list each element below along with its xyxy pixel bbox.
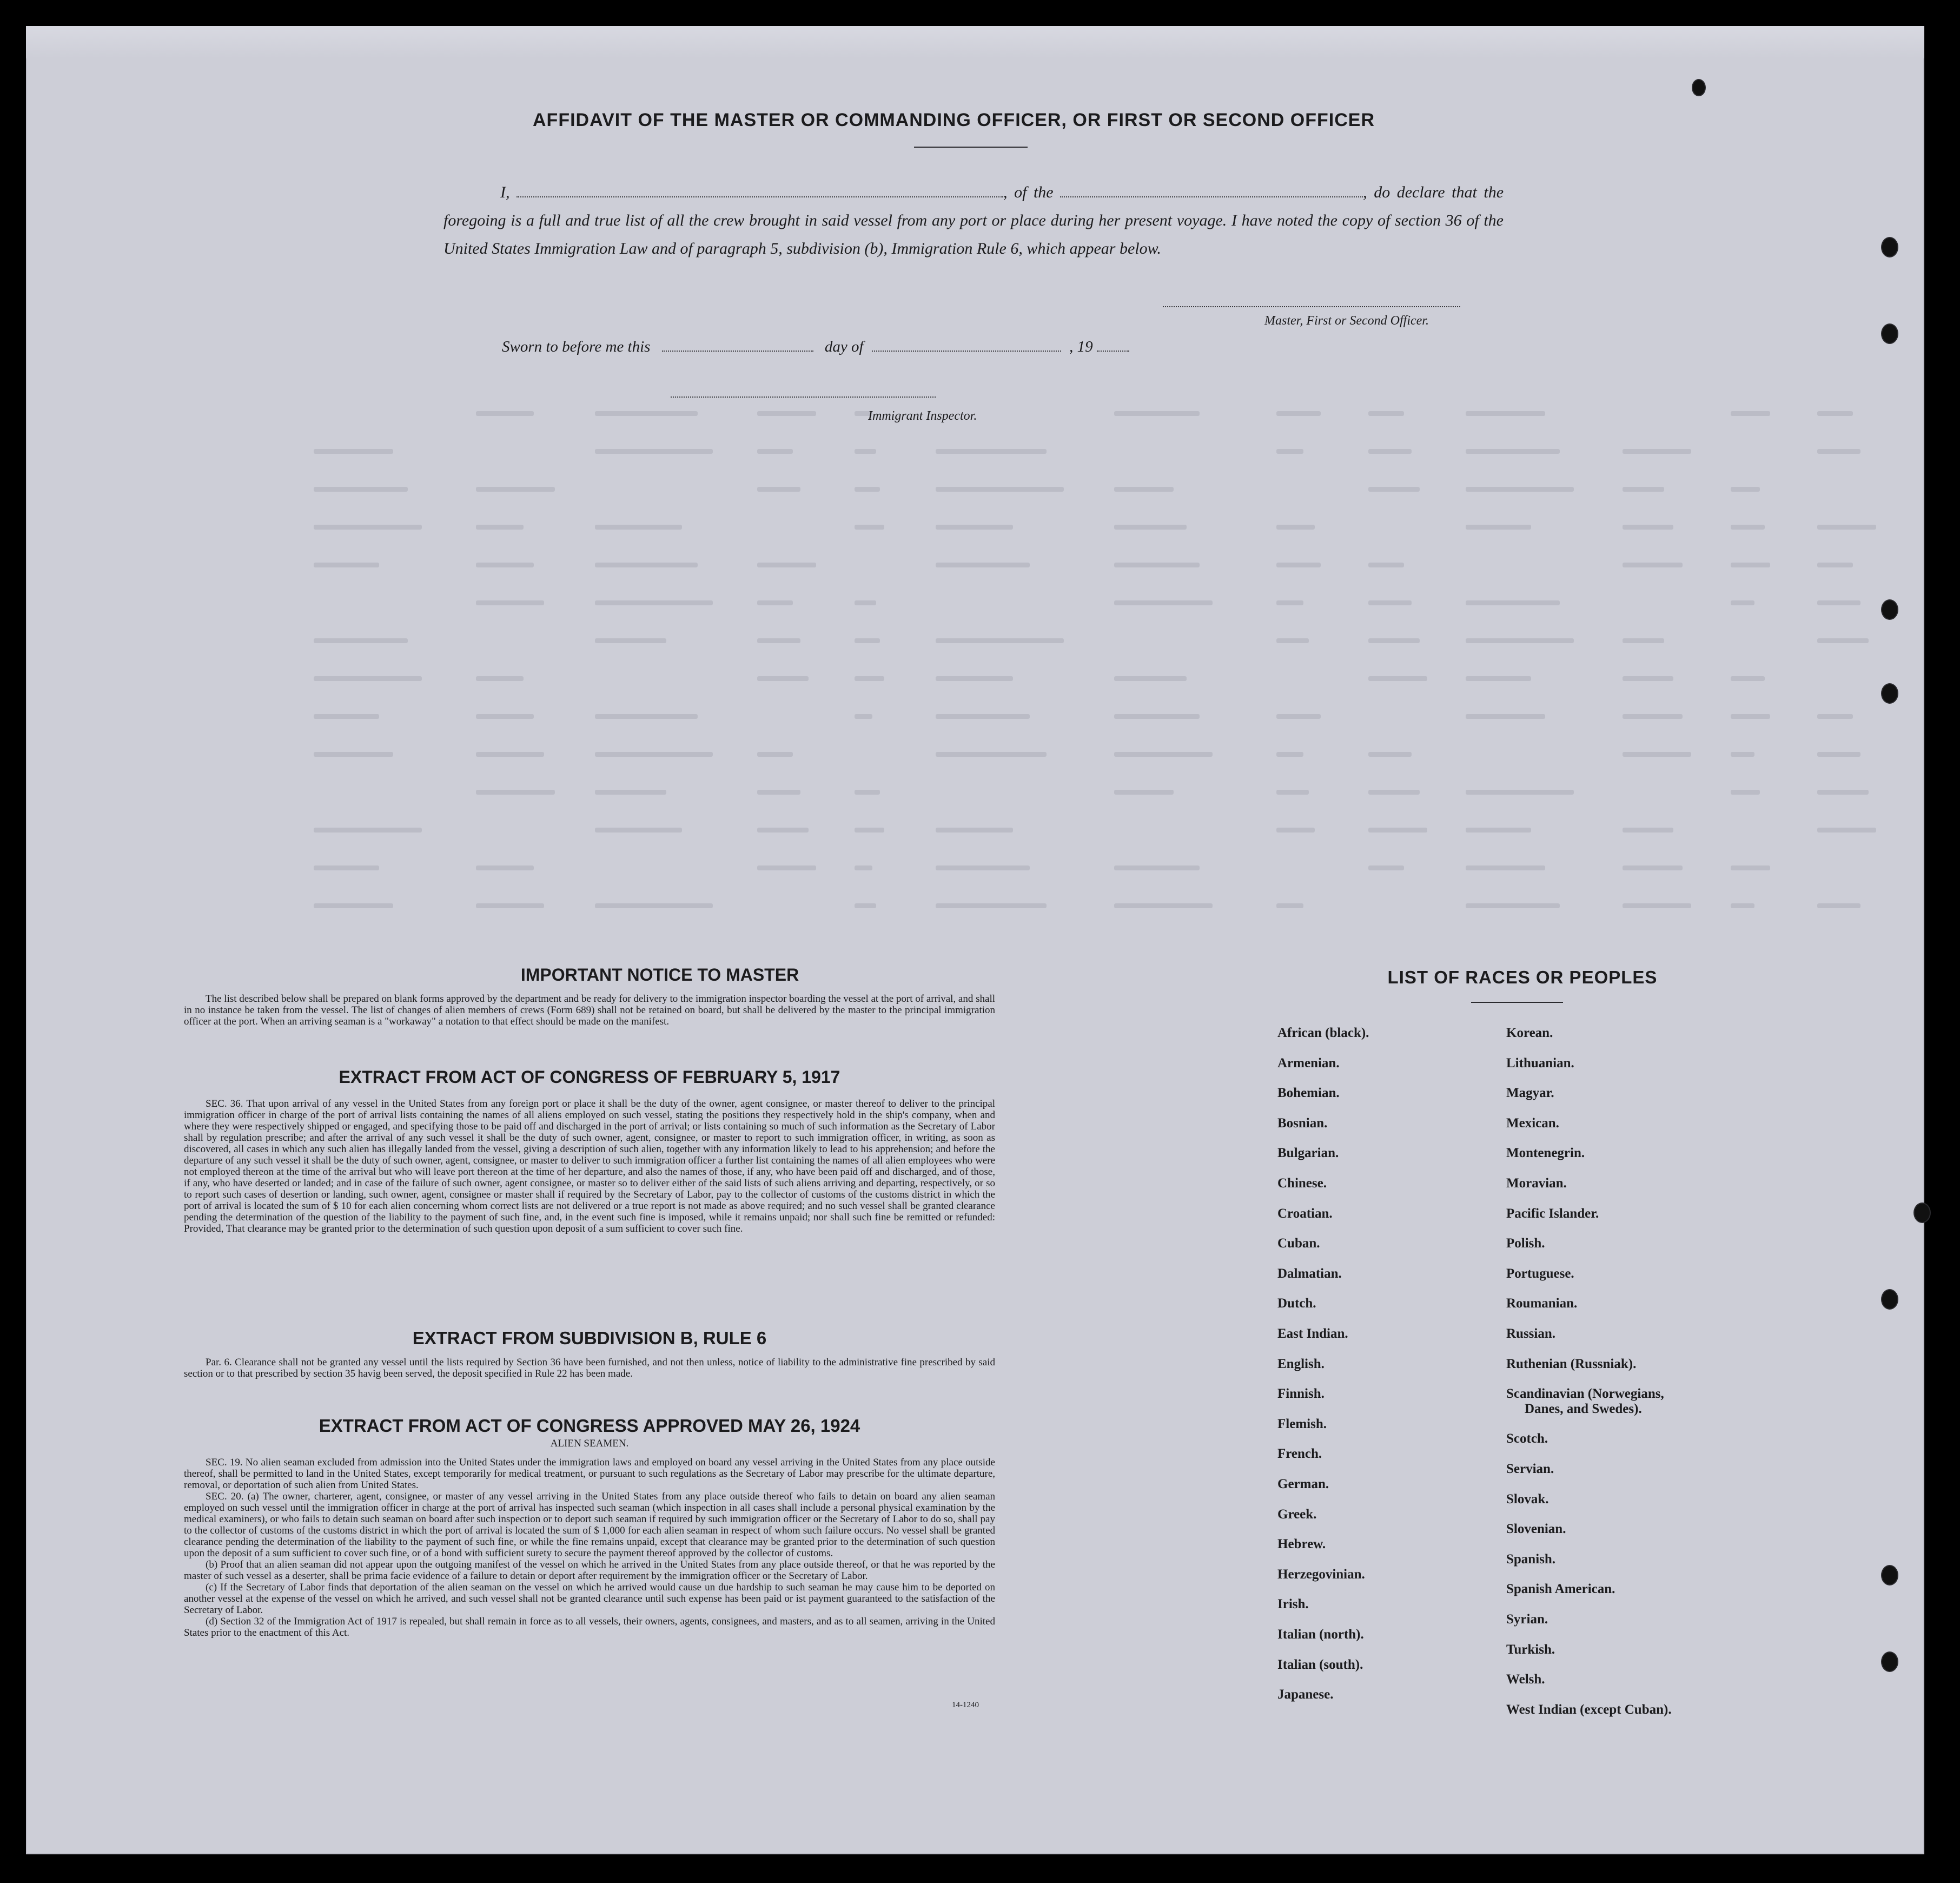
race-item: West Indian (except Cuban). [1506, 1702, 1672, 1717]
ghost-mark [936, 525, 1013, 530]
race-item: Servian. [1506, 1462, 1554, 1476]
ghost-mark [1817, 600, 1860, 605]
sheet-edge [26, 26, 1924, 58]
ghost-mark [595, 563, 698, 567]
ghost-mark [855, 903, 876, 908]
ghost-mark [1731, 676, 1765, 681]
ghost-mark [757, 752, 793, 757]
ghost-mark [595, 752, 713, 757]
ghost-mark [1623, 525, 1673, 530]
ghost-mark [1368, 449, 1412, 454]
ghost-mark [1276, 525, 1315, 530]
ghost-mark [595, 828, 682, 833]
sec-20c-paragraph: (c) If the Secretary of Labor finds that deportation of the alien seaman on the vessel on which he arrived would cause un due hardship to such seaman he may cause him to be deported on another vessel at the expense of the vessel on which he arrived, and such vessel shall not be granted clearance until such expense has been paid or ist payment guaranteed to the satisfaction of the Secretary of Labor. [184, 1582, 995, 1616]
ghost-mark [595, 790, 666, 795]
race-item: Russian. [1506, 1326, 1556, 1341]
ghost-mark [1114, 600, 1213, 605]
ghost-mark [1623, 638, 1664, 643]
ghost-mark [1817, 638, 1869, 643]
ghost-mark [1276, 903, 1303, 908]
ghost-mark [855, 714, 872, 719]
affidavit-declare: , do declare [1363, 183, 1445, 201]
race-item: Korean. [1506, 1026, 1553, 1040]
ghost-mark [757, 828, 809, 833]
ghost-mark [1466, 600, 1560, 605]
ghost-mark [476, 714, 534, 719]
affidavit-i: I, [500, 183, 510, 201]
race-item: Scotch. [1506, 1431, 1548, 1446]
ghost-mark [1817, 714, 1853, 719]
race-item: Slovak. [1506, 1491, 1549, 1507]
ghost-mark [476, 563, 534, 567]
affidavit-statement: that the foregoing is a full and true list of all the crew brought in said vessel from any port or place during her present voyage. I have noted the copy of section 36 of the United States Immigration Law and of paragraph 5, subdivision (b), Immigration Rule 6, which appear below. [443, 183, 1504, 257]
ghost-mark [855, 828, 884, 833]
ghost-mark [314, 828, 422, 833]
sworn-text: Sworn to before me this [502, 338, 651, 355]
ghost-mark [1368, 865, 1404, 870]
vessel-blank[interactable] [1060, 182, 1363, 197]
binder-hole [1915, 1204, 1930, 1222]
ghost-mark [1368, 563, 1404, 567]
ghost-mark [1466, 865, 1545, 870]
ghost-mark [314, 714, 379, 719]
ghost-row [314, 903, 1915, 907]
race-item: Chinese. [1277, 1176, 1327, 1191]
race-item: Montenegrin. [1506, 1146, 1585, 1161]
ghost-mark [1466, 411, 1545, 416]
ghost-mark [1623, 449, 1691, 454]
ghost-mark [1731, 563, 1770, 567]
race-item: Bohemian. [1277, 1086, 1340, 1101]
ghost-mark [1276, 714, 1321, 719]
sworn-day-of: day of [824, 338, 864, 355]
race-item: Ruthenian (Russniak). [1506, 1356, 1637, 1371]
ghost-mark [855, 790, 880, 795]
master-signature-line[interactable] [1163, 306, 1460, 307]
race-item: Lithuanian. [1506, 1055, 1574, 1071]
sec-20b-paragraph: (b) Proof that an alien seaman did not appear upon the outgoing manifest of the vessel on which he arrived in the United States from any place outside thereof, or that he was reported by the master of such vessel as a deserter, shall be prima facie evidence of a failure to detain or deport after requirement by the immigration officer or the Secretary of Labor. [184, 1559, 995, 1582]
binder-hole [1882, 1290, 1897, 1309]
ghost-mark [314, 865, 379, 870]
ghost-mark [936, 487, 1064, 492]
ghost-mark [314, 487, 408, 492]
ghost-mark [855, 676, 884, 681]
ghost-mark [1114, 676, 1187, 681]
ghost-mark [936, 903, 1047, 908]
ghost-mark [1623, 487, 1664, 492]
par-6-paragraph: Par. 6. Clearance shall not be granted any vessel until the lists required by Section 36 have been furnished, and not then unless, notice of liability to the administrative fine prescribed by said section or to that prescribed by section 35 havig been served, the deposit specified in Rule 22 has been made. [184, 1357, 995, 1379]
ghost-mark [855, 525, 884, 530]
race-item: Welsh. [1506, 1672, 1545, 1687]
ghost-mark [1276, 449, 1303, 454]
extract-1917-text [184, 1098, 995, 1234]
race-item: Japanese. [1277, 1687, 1334, 1702]
extract-1924-text [184, 1457, 995, 1638]
ghost-mark [757, 487, 800, 492]
binder-hole [1882, 1653, 1897, 1671]
race-item: Pacific Islander. [1506, 1206, 1599, 1221]
race-item: Finnish. [1277, 1386, 1325, 1402]
race-item: Bulgarian. [1277, 1146, 1339, 1161]
race-item: Italian (south). [1277, 1657, 1363, 1672]
race-item: Syrian. [1506, 1612, 1548, 1627]
ghost-mark [476, 790, 555, 795]
affidavit-title: AFFIDAVIT OF THE MASTER OR COMMANDING OFFICER, OR FIRST OR SECOND OFFICER [533, 110, 1375, 130]
race-item: German. [1277, 1477, 1329, 1491]
race-item: Irish. [1277, 1597, 1309, 1612]
ghost-mark [757, 638, 800, 643]
ghost-mark [1623, 865, 1683, 870]
race-item: Dalmatian. [1277, 1266, 1342, 1281]
inspector-signature-line[interactable] [671, 397, 936, 398]
ghost-row [314, 790, 1915, 793]
ghost-mark [1623, 828, 1673, 833]
ghost-mark [1114, 865, 1200, 870]
ghost-row [314, 638, 1915, 642]
race-item: Magyar. [1506, 1086, 1554, 1101]
ghost-mark [1114, 714, 1200, 719]
ghost-mark [595, 638, 666, 643]
ghost-mark [855, 638, 880, 643]
ghost-mark [1817, 411, 1853, 416]
ghost-mark [1276, 411, 1321, 416]
ghost-mark [1114, 903, 1213, 908]
race-item: Polish. [1506, 1236, 1545, 1251]
ghost-mark [314, 525, 422, 530]
ghost-row [314, 600, 1915, 604]
ghost-mark [476, 600, 544, 605]
ghost-mark [476, 411, 534, 416]
ghost-mark [314, 563, 379, 567]
race-item: Dutch. [1277, 1296, 1316, 1311]
ghost-mark [757, 563, 816, 567]
race-item: Croatian. [1277, 1206, 1333, 1221]
ghost-mark [936, 714, 1030, 719]
ghost-mark [757, 411, 816, 416]
ghost-mark [1731, 600, 1754, 605]
ghost-mark [314, 752, 393, 757]
race-item: Armenian. [1277, 1055, 1340, 1071]
ghost-mark [855, 449, 876, 454]
ghost-mark [855, 600, 876, 605]
race-item: English. [1277, 1356, 1325, 1371]
race-item: Italian (north). [1277, 1627, 1364, 1642]
ghost-mark [1114, 487, 1174, 492]
race-item: Herzegovinian. [1277, 1567, 1365, 1582]
race-item: French. [1277, 1446, 1322, 1462]
ghost-mark [855, 865, 872, 870]
sec-20d-paragraph: (d) Section 32 of the Immigration Act of 1917 is repealed, but shall remain in force as to all vessels, their owners, agents, consignees, and masters, and as to all seamen, arriving in the United States prior to the enactment of this Act. [184, 1616, 995, 1638]
ghost-row [314, 563, 1915, 566]
ghost-mark [1623, 676, 1673, 681]
sworn-day-blank[interactable] [662, 339, 813, 352]
race-item: Bosnian. [1277, 1115, 1328, 1131]
ghost-mark [1623, 752, 1691, 757]
ghost-mark [1368, 790, 1420, 795]
races-title-underline [1471, 1002, 1563, 1003]
race-item: Moravian. [1506, 1176, 1567, 1191]
extract-1924-title: EXTRACT FROM ACT OF CONGRESS APPROVED MAY 26, 1924 [319, 1416, 860, 1436]
ghost-row [314, 752, 1915, 755]
ghost-mark [1368, 828, 1427, 833]
ghost-mark [1276, 638, 1309, 643]
ghost-mark [1731, 714, 1770, 719]
sec-19-paragraph: SEC. 19. No alien seaman excluded from admission into the United States under the immigration laws and employed on board any vessel arriving in the United States from any place outside thereof, shall be permitted to land in the United States, except temporarily for medical treatment, or pursuant to such regulations as the Secretary of Labor may prescribe for the ultimate departure, removal, or deportation of such alien from United States. [184, 1457, 995, 1491]
races-title: LIST OF RACES OR PEOPLES [1387, 967, 1658, 987]
ghost-mark [1731, 487, 1760, 492]
race-item: African (black). [1277, 1026, 1369, 1040]
ghost-mark [1368, 411, 1404, 416]
binder-hole [1882, 238, 1897, 256]
ghost-mark [314, 638, 408, 643]
ghost-mark [1466, 714, 1545, 719]
ghost-mark [595, 600, 713, 605]
name-blank[interactable] [517, 182, 1003, 197]
ghost-mark [1731, 790, 1760, 795]
race-item: Roumanian. [1506, 1296, 1578, 1311]
ghost-mark [1817, 525, 1876, 530]
race-item: Portuguese. [1506, 1266, 1574, 1281]
ghost-mark [1817, 752, 1860, 757]
ghost-mark [1466, 638, 1574, 643]
ghost-mark [595, 449, 713, 454]
ghost-mark [1817, 828, 1876, 833]
ghost-mark [595, 525, 682, 530]
ghost-row [314, 411, 1915, 414]
ghost-mark [1817, 449, 1860, 454]
ghost-row [314, 487, 1915, 490]
ghost-mark [1368, 600, 1412, 605]
race-item: Cuban. [1277, 1236, 1320, 1251]
race-item: Flemish. [1277, 1416, 1327, 1431]
ghost-mark [936, 638, 1064, 643]
ghost-mark [1466, 828, 1531, 833]
race-item: Scandinavian (Norwegians, [1506, 1386, 1664, 1402]
ghost-mark [757, 790, 800, 795]
sworn-year: , 19 [1069, 338, 1093, 355]
ghost-mark [936, 752, 1047, 757]
ghost-mark [1114, 411, 1200, 416]
ghost-mark [757, 449, 793, 454]
notice-text [184, 993, 995, 1027]
ghost-mark [757, 600, 793, 605]
ghost-mark [1114, 525, 1187, 530]
bleed-through-table [314, 411, 1915, 941]
extract-1917-title: EXTRACT FROM ACT OF CONGRESS OF FEBRUARY 5, 1917 [339, 1067, 840, 1087]
ghost-mark [476, 752, 544, 757]
ghost-mark [1368, 638, 1420, 643]
ghost-mark [1276, 828, 1315, 833]
ghost-mark [1114, 563, 1200, 567]
race-item: Mexican. [1506, 1115, 1559, 1131]
affidavit-of-the: , of the [1003, 183, 1054, 201]
ghost-mark [1368, 752, 1412, 757]
ghost-mark [936, 563, 1030, 567]
ghost-mark [595, 903, 713, 908]
ghost-mark [595, 411, 698, 416]
section-36-paragraph: SEC. 36. That upon arrival of any vessel in the United States from any foreign port or place it shall be the duty of the owner, agent consignee, or master thereof to deliver to the principal immigration officer in charge of the port of arrival lists containing the names of all aliens employed on such vessel, stating the positions they respectively hold in the ship's company, when and where they were respectively shipped or engaged, and specifying those to be paid off and discharged in the port of arrival; or lists containing so much of such information as the Secretary of Labor shall by regulation prescribe; and after the arrival of any such vessel it shall be the duty of such owner, agent, consignee, or master to report to such immigration officer, in writing, as soon as discovered, all cases in which any such alien has illegally landed from the vessel, giving a description of such alien, together with any information likely to lead to his apprehension; and before the departure of any such vessel it shall be the duty of such owner, agent, consignee, or master to deliver to such immigration officer a further list containing the names of all alien employees who were not employed thereon at the time of the arrival but who will leave port thereon at the time of her departure, and also the names of those, if any, who have been paid off and discharged, and of those, if any, who have deserted or landed; and in case of the failure of such owner, agent consignee, or master so to deliver either of the said lists of such aliens arriving and departing, respectively, or so to report such cases of desertion or landing, such owner, agent, consignee or master shall if required by the Secretary of Labor, pay to the collector of customs of the customs district in which the port of arrival is located the sum of $ 10 for each alien concerning whom correct lists are not delivered or a true report is not made as above required; and no such vessel shall be granted clearance pending the determination of the question of the liability to the payment of such fine, and, in the event such fine is imposed, while it remains unpaid; nor shall such fine be remitted or refunded: Provided, That clearance may be granted prior to the determination of such question upon deposit of a sum sufficient to cover such fine. [184, 1098, 995, 1234]
ghost-mark [1368, 676, 1427, 681]
inspector-caption: Immigrant Inspector. [868, 409, 977, 423]
ghost-mark [1731, 752, 1754, 757]
ghost-mark [314, 676, 422, 681]
ghost-mark [1368, 487, 1420, 492]
ghost-row [314, 865, 1915, 869]
ghost-mark [1466, 525, 1531, 530]
title-underline [914, 147, 1028, 148]
ghost-row [314, 714, 1915, 717]
ghost-mark [1466, 790, 1574, 795]
ghost-mark [1276, 563, 1321, 567]
ghost-mark [1114, 790, 1174, 795]
sworn-year-blank[interactable] [1097, 339, 1129, 352]
race-item: Danes, and Swedes). [1525, 1401, 1642, 1416]
race-item: Spanish American. [1506, 1582, 1615, 1597]
race-item: Spanish. [1506, 1551, 1556, 1567]
race-item: Greek. [1277, 1507, 1317, 1522]
ghost-mark [1731, 903, 1754, 908]
ghost-mark [1114, 752, 1213, 757]
ghost-mark [476, 865, 534, 870]
form-number: 14-1240 [952, 1701, 979, 1709]
ghost-mark [757, 865, 816, 870]
ghost-row [314, 525, 1915, 528]
ghost-row [314, 676, 1915, 679]
affidavit-text [443, 179, 1504, 263]
sworn-month-blank[interactable] [872, 339, 1061, 352]
ghost-mark [1817, 790, 1869, 795]
ghost-mark [1466, 487, 1574, 492]
notice-title: IMPORTANT NOTICE TO MASTER [520, 965, 799, 985]
ghost-mark [1466, 449, 1560, 454]
ghost-mark [476, 676, 524, 681]
ghost-mark [936, 449, 1047, 454]
ghost-mark [1466, 903, 1560, 908]
ghost-mark [476, 903, 544, 908]
sec-20a-paragraph: SEC. 20. (a) The owner, charterer, agent, consignee, or master of any vessel arriving in the United States from any place outside thereof who fails to detain on board any alien seaman employed on such vessel until the immigration officer in charge at the port of arrival has inspected such seaman (which inspection in all cases shall include a personal physical examination by the medical examiners), or who fails to detain such seaman on board after such inspection or to deport such seaman if required by such immigration officer or the Secretary of Labor to do so, shall pay to the collector of customs of the customs district in which the port of arrival is located the sum of $ 1,000 for each alien seaman in respect of whom such failure occurs. No vessel shall be granted clearance pending the determination of the liability to the payment of such fine, or while the fine remains unpaid, except that clearance may be granted prior to the determination of such question upon the deposit of a sum sufficient to cover such fine, or of a bond with sufficient surety to secure the payment thereof approved by the collector of customs. [184, 1491, 995, 1559]
extract-1924-subtitle: ALIEN SEAMEN. [550, 1438, 629, 1449]
ghost-mark [314, 449, 393, 454]
ghost-mark [476, 525, 524, 530]
race-item: Hebrew. [1277, 1537, 1326, 1552]
ghost-mark [314, 903, 393, 908]
ghost-mark [936, 828, 1013, 833]
ghost-mark [1623, 563, 1683, 567]
race-item: East Indian. [1277, 1326, 1348, 1341]
race-item: Turkish. [1506, 1642, 1555, 1657]
ghost-mark [476, 487, 555, 492]
binder-hole [1882, 325, 1897, 343]
ghost-mark [595, 714, 698, 719]
ghost-mark [1623, 903, 1691, 908]
notice-paragraph: The list described below shall be prepared on blank forms approved by the department and be ready for delivery to the immigration inspector boarding the vessel at the port of arrival, and shall in no instance be taken from the vessel. The list of changes of alien members of crews (Form 689) shall not be retained on board, but shall be delivered by the master to the principal immigration officer at the port. When an arriving seaman is a "workaway" a notation to that effect should be made on the manifest. [184, 993, 995, 1027]
extract-rule6-text [184, 1357, 995, 1379]
ghost-row [314, 828, 1915, 831]
ghost-mark [1276, 790, 1309, 795]
ghost-mark [757, 676, 809, 681]
extract-rule6-title: EXTRACT FROM SUBDIVISION B, RULE 6 [412, 1328, 767, 1348]
sworn-line [502, 338, 1129, 356]
ghost-mark [1623, 714, 1683, 719]
ghost-mark [1731, 411, 1770, 416]
ghost-mark [1466, 676, 1531, 681]
ghost-mark [936, 676, 1013, 681]
ghost-mark [936, 865, 1030, 870]
ghost-mark [1731, 865, 1770, 870]
master-caption: Master, First or Second Officer. [1264, 314, 1429, 328]
binder-hole [1693, 80, 1705, 95]
ghost-mark [1276, 752, 1303, 757]
ghost-mark [1817, 563, 1853, 567]
ghost-row [314, 449, 1915, 452]
race-item: Slovenian. [1506, 1522, 1566, 1537]
ghost-mark [1731, 525, 1765, 530]
ghost-mark [855, 487, 880, 492]
ghost-mark [1276, 600, 1303, 605]
binder-hole [1882, 1566, 1897, 1584]
ghost-mark [1817, 903, 1860, 908]
